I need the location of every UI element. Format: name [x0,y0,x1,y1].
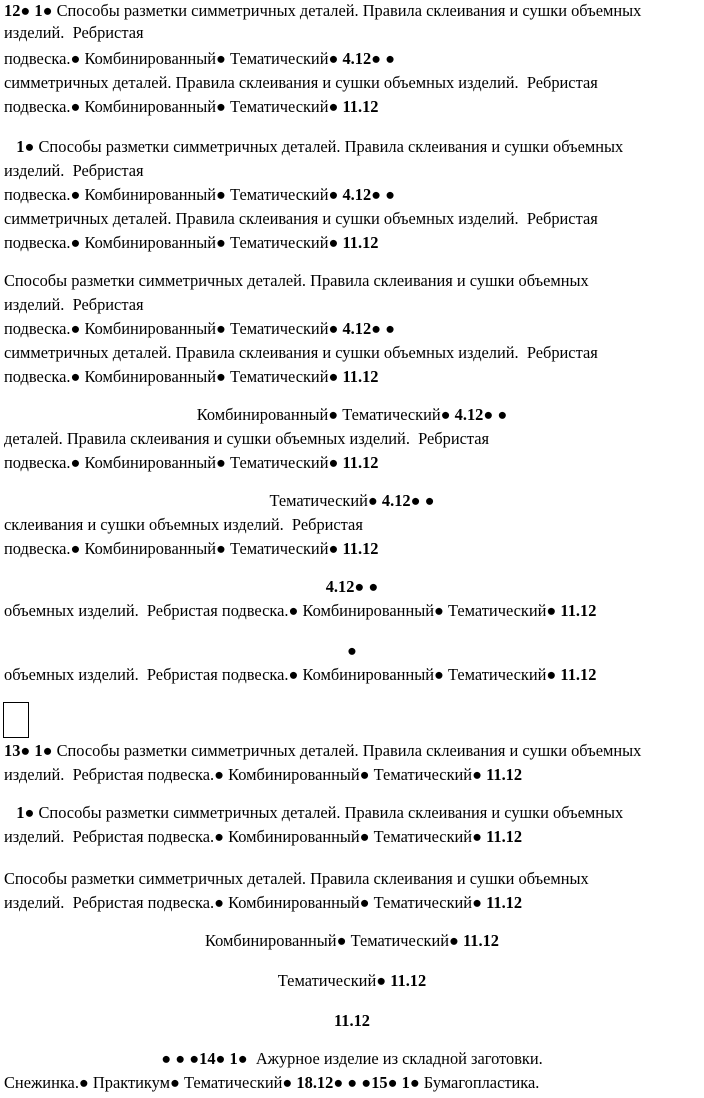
text-line-21: подвеска.● Комбинированный● Тематический● 11.12 [4,539,379,558]
text-line-35: ● ● ●14● 1● Ажурное изделие из складной заготовки. [161,1049,543,1068]
text-line-1: 12● 1● Способы разметки симметричных деталей. Правила склеивания и сушки объемных [4,1,642,20]
empty-box [3,702,29,738]
text-line-6: 1● Способы разметки симметричных деталей. Правила склеивания и сушки объемных [16,137,624,156]
text-line-31: изделий. Ребристая подвеска.● Комбинированный● Тематический● 11.12 [4,893,523,912]
text-line-5: подвеска.● Комбинированный● Тематический● 11.12 [4,97,379,116]
text-line-3: подвеска.● Комбинированный● Тематический● 4.12● ● [4,49,396,68]
text-line-11: Способы разметки симметричных деталей. Правила склеивания и сушки объемных [4,271,589,290]
text-line-24: ● [347,641,357,660]
text-line-28: 1● Способы разметки симметричных деталей. Правила склеивания и сушки объемных [16,803,624,822]
text-line-34: 11.12 [334,1011,370,1030]
text-line-20: склеивания и сушки объемных изделий. Ребристая [4,515,363,534]
text-line-18: подвеска.● Комбинированный● Тематический● 11.12 [4,453,379,472]
text-line-12: изделий. Ребристая [4,295,144,314]
text-line-17: деталей. Правила склеивания и сушки объемных изделий. Ребристая [4,429,490,448]
text-line-7: изделий. Ребристая [4,161,144,180]
text-line-26: 13● 1● Способы разметки симметричных деталей. Правила склеивания и сушки объемных [4,741,642,760]
text-line-2: изделий. Ребристая [4,23,144,42]
text-line-32: Комбинированный● Тематический● 11.12 [205,931,499,950]
text-line-25: объемных изделий. Ребристая подвеска.● Комбинированный● Тематический● 11.12 [4,665,597,684]
text-line-33: Тематический● 11.12 [277,971,427,990]
text-line-13: подвеска.● Комбинированный● Тематический● 4.12● ● [4,319,396,338]
text-line-27: изделий. Ребристая подвеска.● Комбинированный● Тематический● 11.12 [4,765,523,784]
text-line-23: объемных изделий. Ребристая подвеска.● Комбинированный● Тематический● 11.12 [4,601,597,620]
text-line-14: симметричных деталей. Правила склеивания и сушки объемных изделий. Ребристая [4,343,598,362]
text-line-15: подвеска.● Комбинированный● Тематический● 11.12 [4,367,379,386]
text-line-9: симметричных деталей. Правила склеивания и сушки объемных изделий. Ребристая [4,209,598,228]
text-line-10: подвеска.● Комбинированный● Тематический● 11.12 [4,233,379,252]
text-line-8: подвеска.● Комбинированный● Тематический● 4.12● ● [4,185,396,204]
text-line-16: Комбинированный● Тематический● 4.12● ● [196,405,508,424]
text-line-22: 4.12● ● [325,577,379,596]
text-line-30: Способы разметки симметричных деталей. Правила склеивания и сушки объемных [4,869,589,888]
text-line-29: изделий. Ребристая подвеска.● Комбинированный● Тематический● 11.12 [4,827,523,846]
text-line-4: симметричных деталей. Правила склеивания и сушки объемных изделий. Ребристая [4,73,598,92]
text-line-19: Тематический● 4.12● ● [269,491,435,510]
text-line-36: Снежинка.● Практикум● Тематический● 18.12● ● ●15● 1● Бумагопластика. [4,1073,540,1092]
